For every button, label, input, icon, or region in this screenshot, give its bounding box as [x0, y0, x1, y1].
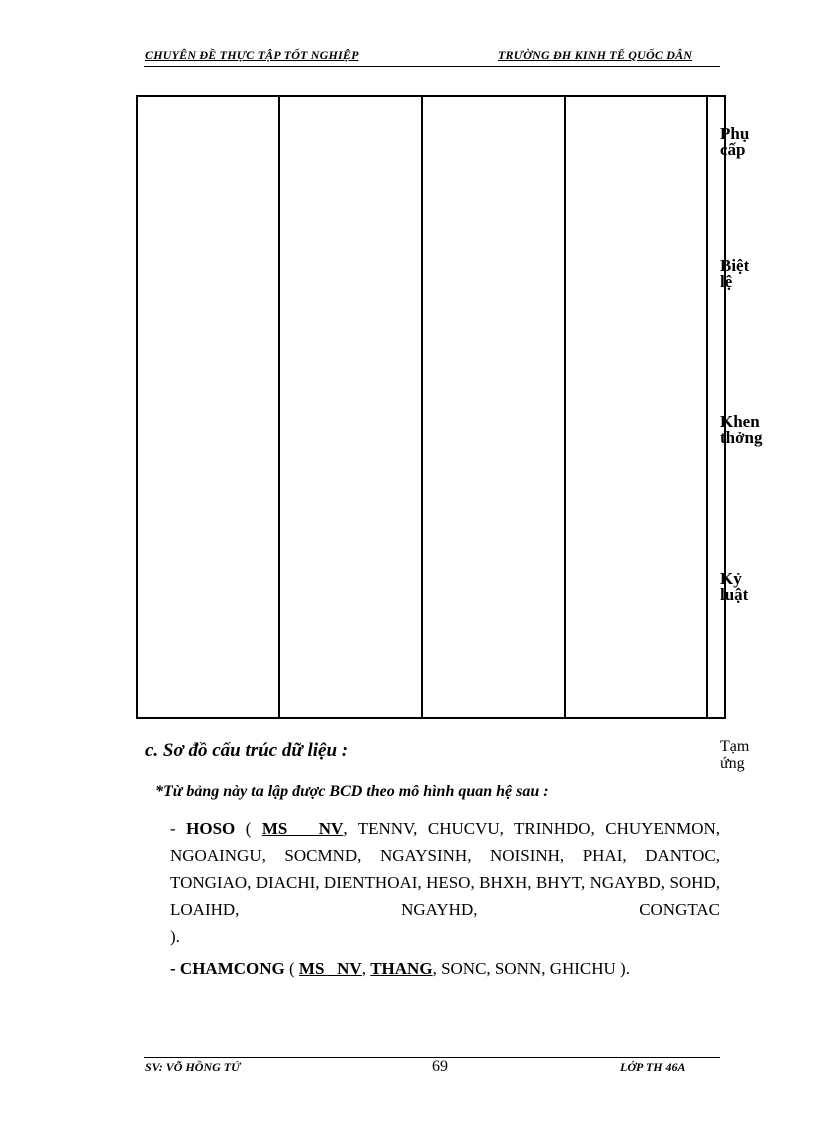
header-left-title: CHUYÊN ĐỀ THỰC TẬP TỐT NGHIỆP	[145, 48, 359, 62]
chamcong-key-thang: THANG	[370, 959, 433, 978]
grid-column-line	[724, 95, 726, 719]
chamcong-key-msnv: MS NV	[298, 959, 362, 978]
grid-top-border	[136, 95, 726, 97]
hoso-key: MS NV	[261, 819, 344, 838]
grid-column-line	[278, 95, 280, 719]
label-tam-ung: Tạm ứng	[720, 738, 750, 772]
footer-class: LỚP TH 46A	[620, 1060, 686, 1074]
chamcong-name: - CHAMCONG	[170, 959, 285, 978]
hoso-dash: -	[170, 819, 176, 838]
label-khen-thuong: Khen thởng	[720, 412, 763, 447]
diagram-grid	[136, 95, 726, 719]
hoso-name: HOSO	[186, 819, 236, 838]
section-title: c. Sơ đồ cấu trúc dữ liệu :	[145, 740, 349, 761]
grid-column-line	[564, 95, 566, 719]
hoso-close: ).	[170, 927, 180, 946]
chamcong-sep: ,	[361, 959, 371, 978]
grid-bottom-border	[136, 717, 726, 719]
grid-column-line	[136, 95, 138, 719]
label-biet-le: Biệt lệ	[720, 256, 750, 291]
grid-column-line	[706, 95, 708, 719]
chamcong-open: (	[284, 959, 295, 978]
header-right-title: TRƯỜNG ĐH KINH TẾ QUỐC DÂN	[498, 48, 693, 62]
header-rule	[144, 66, 720, 67]
chamcong-paragraph	[170, 955, 630, 982]
section-intro: *Từ bảng này ta lập được BCD theo mô hình quan hệ sau :	[155, 783, 549, 800]
chamcong-fields: , SONC, SONN, GHICHU ).	[432, 959, 630, 978]
label-phu-cap: Phụ cấp	[720, 124, 750, 159]
footer-author: SV: VÕ HỒNG TỨ	[145, 1060, 241, 1074]
grid-column-line	[421, 95, 423, 719]
label-ky-luat: Kỷ luật	[720, 569, 749, 604]
page-number: 69	[432, 1058, 448, 1075]
hoso-fields: , TENNV, CHUCVU, TRINHDO, CHUYENMON, NGOAINGU, SOCMND, NGAYSINH, NOISINH, PHAI, DANTOC, TONGIAO, DIACHI, DIENTHOAI, HESO, BHXH, BHYT, NGAYBD, SOHD, LOAIHD, NGAYHD, CONGTAC	[170, 819, 721, 919]
hoso-paragraph	[170, 815, 720, 923]
hoso-open: (	[245, 819, 252, 838]
